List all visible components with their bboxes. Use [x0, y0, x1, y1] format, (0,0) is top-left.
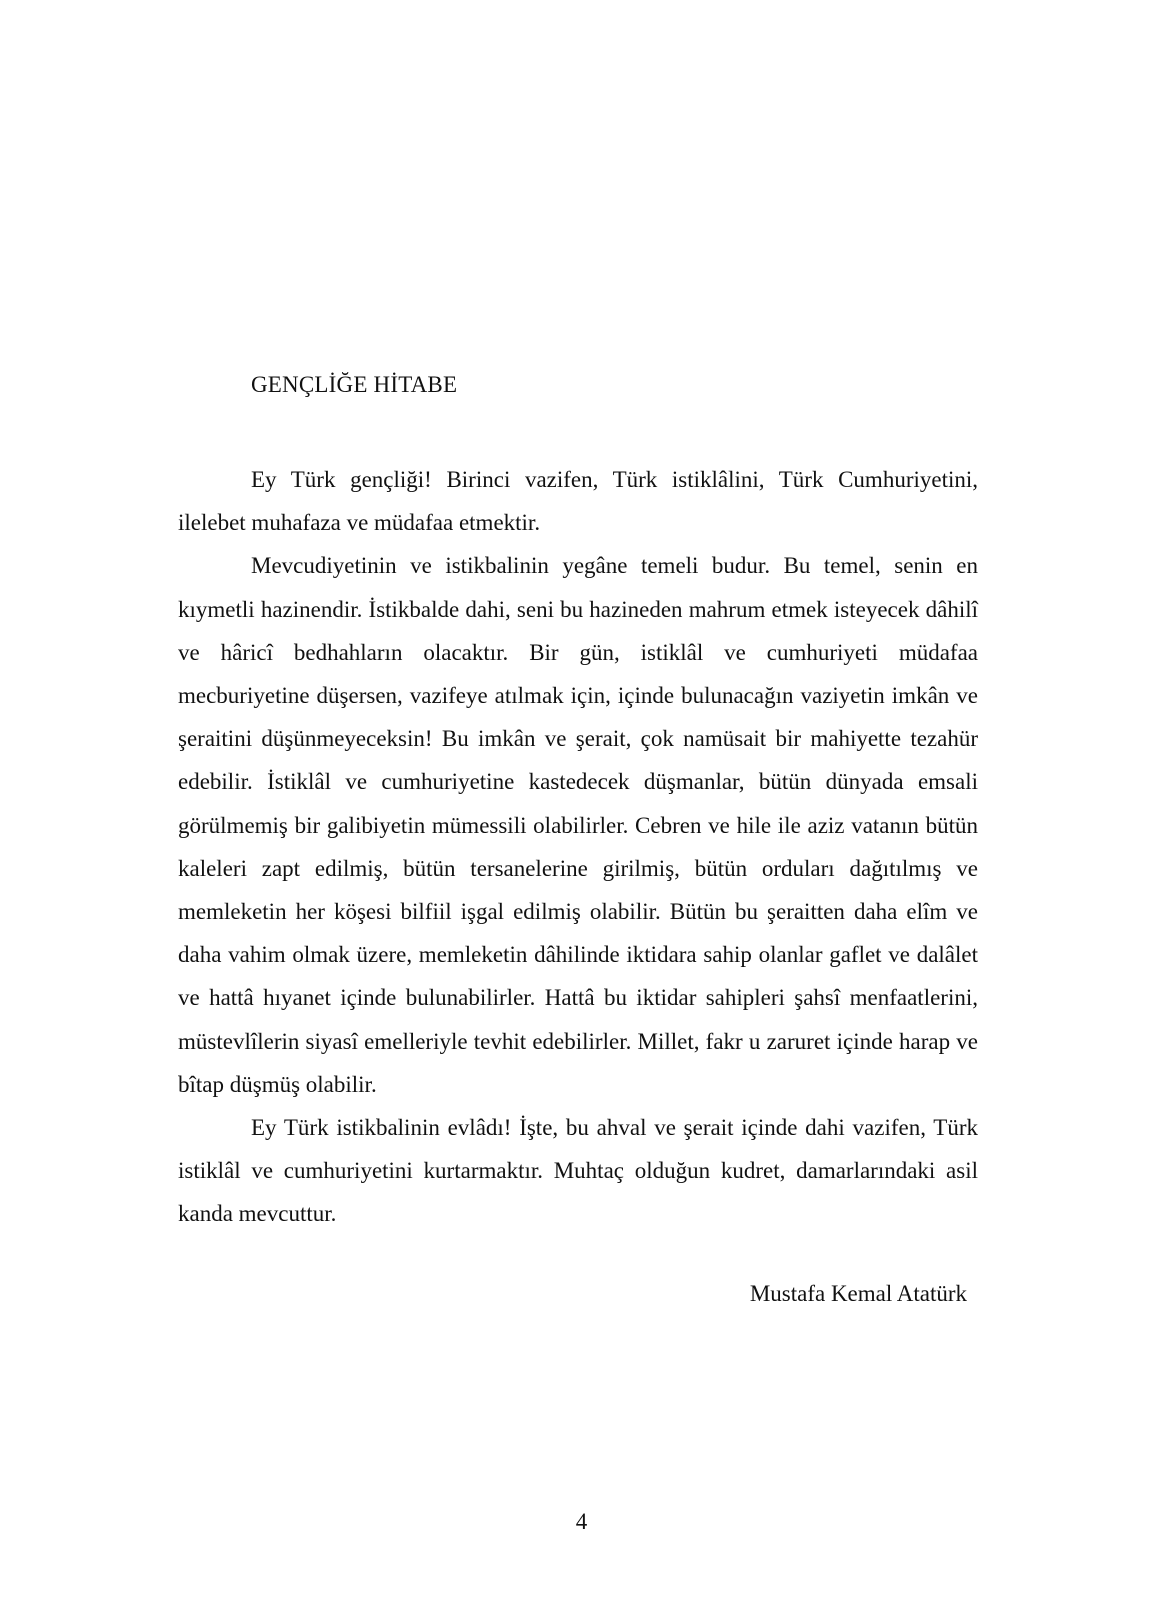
page-title: GENÇLİĞE HİTABE	[251, 372, 458, 397]
paragraph-3: Ey Türk istikbalinin evlâdı! İşte, bu ahval ve şerait içinde dahi vazifen, Türk istiklâl ve cumhuriyetini kurtarmaktır. Muhtaç olduğun kudret, damarlarındaki asil kanda mevcuttur.	[178, 1115, 978, 1227]
author-signature: Mustafa Kemal Atatürk	[749, 1281, 967, 1306]
paragraph-2: Mevcudiyetinin ve istikbalinin yegâne temeli budur. Bu temel, senin en kıymetli hazinendir. İstikbalde dahi, seni bu hazineden mahrum etmek isteyecek dâhilî ve hâricî bedhahların olacaktır. Bir gün, istiklâl ve cumhuriyeti müdafaa mecburiyetine düşersen, vazifeye atılmak için, içinde bulunacağın vaziyetin imkân ve şeraitini düşünmeyeceksin! Bu imkân ve şerait, çok namüsait bir mahiyette tezahür edebilir. İstiklâl ve cumhuriyetine kastedecek düşmanlar, bütün dünyada emsali görülmemiş bir galibiyetin mümessili olabilirler. Cebren ve hile ile aziz vatanın bütün kaleleri zapt edilmiş, bütün tersanelerine girilmiş, bütün orduları dağıtılmış ve memleketin her köşesi bilfiil işgal edilmiş olabilir. Bütün bu şeraitten daha elîm ve daha vahim olmak üzere, memleketin dâhilinde iktidara sahip olanlar gaflet ve dalâlet ve hattâ hıyanet içinde bulunabilirler. Hattâ bu iktidar sahipleri şahsî menfaatlerini, müstevlîlerin siyasî emelleriyle tevhit edebilirler. Millet, fakr u zaruret içinde harap ve bîtap düşmüş olabilir.	[178, 553, 978, 1097]
page-number: 4	[575, 1509, 588, 1534]
speech-body	[178, 458, 978, 1236]
paragraph-1: Ey Türk gençliği! Birinci vazifen, Türk istiklâlini, Türk Cumhuriyetini, ilelebet muhafaza ve müdafaa etmektir.	[178, 467, 978, 536]
